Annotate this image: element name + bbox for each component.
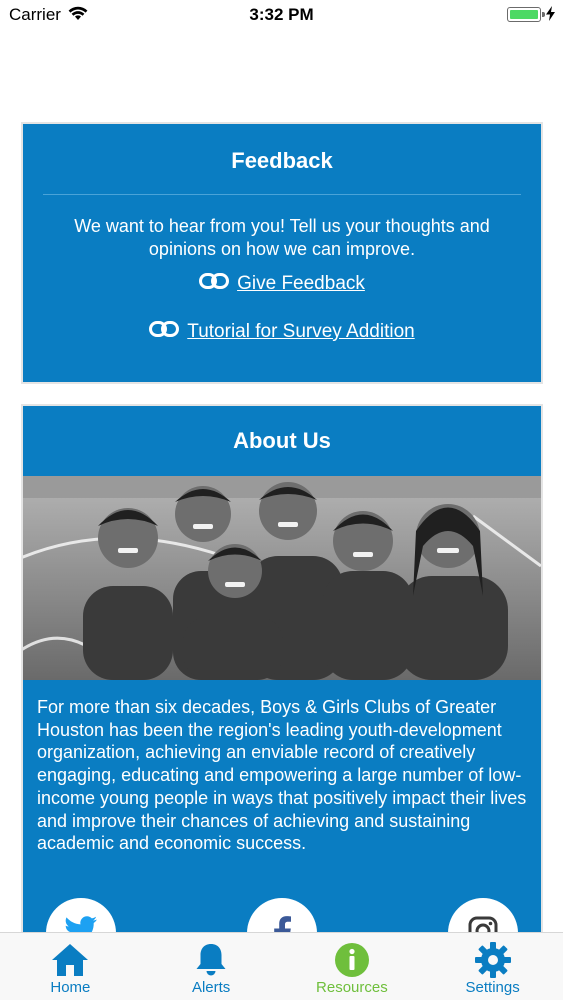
tab-settings-label: Settings <box>465 979 520 996</box>
tab-bar <box>0 932 563 1000</box>
carrier-label: Carrier <box>9 5 61 24</box>
tab-resources[interactable] <box>282 933 423 1000</box>
about-description: For more than six decades, Boys & Girls Clubs of Greater Houston has been the region's leading youth-development organization, achieving an enviable record of creatively engaging, educating and empowering a large number of low-income young people in ways that positively impact their lives and improve their chances of achieving and sustaining academic and economic success. <box>37 697 527 854</box>
about-card <box>21 404 543 964</box>
status-bar <box>0 0 563 30</box>
bell-icon <box>195 941 227 979</box>
tutorial-survey-link[interactable] <box>23 321 541 343</box>
kids-group-photo <box>23 476 541 680</box>
tab-home-label: Home <box>50 979 91 996</box>
battery-icon <box>507 7 541 22</box>
tab-alerts-label: Alerts <box>191 979 231 996</box>
status-time: 3:32 PM <box>249 5 314 24</box>
about-title: About Us <box>233 428 331 453</box>
feedback-description: We want to hear from you! Tell us your thoughts and opinions on how we can improve. <box>74 216 490 259</box>
link-icon <box>199 273 229 289</box>
give-feedback-link[interactable] <box>23 273 541 295</box>
link-icon <box>149 321 179 337</box>
tutorial-survey-label: Tutorial for Survey Addition <box>187 321 415 342</box>
tab-alerts[interactable] <box>141 933 282 1000</box>
tab-settings[interactable] <box>422 933 563 1000</box>
home-icon <box>51 941 89 979</box>
tab-home[interactable] <box>0 933 141 1000</box>
feedback-divider <box>43 194 521 195</box>
give-feedback-label: Give Feedback <box>237 273 365 294</box>
charging-icon <box>546 6 555 26</box>
tab-resources-label: Resources <box>316 979 388 996</box>
feedback-card <box>21 122 543 384</box>
feedback-title: Feedback <box>231 148 333 173</box>
gear-icon <box>475 941 511 979</box>
info-icon <box>334 941 370 979</box>
